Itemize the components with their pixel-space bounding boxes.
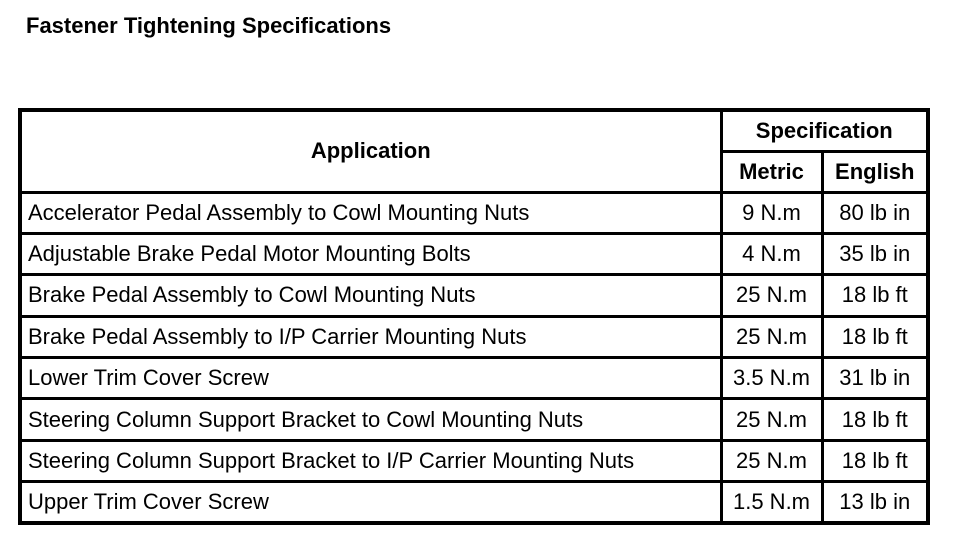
table-row (20, 482, 928, 523)
table-row (20, 192, 928, 233)
english-cell: 18 lb ft (822, 275, 928, 316)
application-cell: Steering Column Support Bracket to Cowl Mounting Nuts (20, 399, 721, 440)
metric-cell: 3.5 N.m (721, 358, 822, 399)
english-cell: 35 lb in (822, 233, 928, 274)
metric-cell: 4 N.m (721, 233, 822, 274)
english-column-header: English (822, 151, 928, 192)
english-cell: 13 lb in (822, 482, 928, 523)
fastener-spec-table (18, 108, 930, 525)
application-cell: Adjustable Brake Pedal Motor Mounting Bolts (20, 233, 721, 274)
application-cell: Upper Trim Cover Screw (20, 482, 721, 523)
table-header-row-1 (20, 110, 928, 151)
table-row (20, 275, 928, 316)
english-cell: 31 lb in (822, 358, 928, 399)
english-cell: 80 lb in (822, 192, 928, 233)
table-row (20, 399, 928, 440)
table-row (20, 316, 928, 357)
english-cell: 18 lb ft (822, 440, 928, 481)
application-cell: Accelerator Pedal Assembly to Cowl Mounting Nuts (20, 192, 721, 233)
table-row (20, 440, 928, 481)
metric-cell: 25 N.m (721, 275, 822, 316)
application-cell: Brake Pedal Assembly to I/P Carrier Mounting Nuts (20, 316, 721, 357)
english-cell: 18 lb ft (822, 399, 928, 440)
application-cell: Brake Pedal Assembly to Cowl Mounting Nuts (20, 275, 721, 316)
metric-cell: 25 N.m (721, 399, 822, 440)
metric-cell: 25 N.m (721, 316, 822, 357)
application-column-header: Application (20, 110, 721, 192)
metric-cell: 9 N.m (721, 192, 822, 233)
specification-column-header: Specification (721, 110, 928, 151)
table-row (20, 233, 928, 274)
application-cell: Steering Column Support Bracket to I/P Carrier Mounting Nuts (20, 440, 721, 481)
application-cell: Lower Trim Cover Screw (20, 358, 721, 399)
metric-column-header: Metric (721, 151, 822, 192)
metric-cell: 25 N.m (721, 440, 822, 481)
page-title: Fastener Tightening Specifications (26, 13, 392, 38)
table-row (20, 358, 928, 399)
english-cell: 18 lb ft (822, 316, 928, 357)
metric-cell: 1.5 N.m (721, 482, 822, 523)
